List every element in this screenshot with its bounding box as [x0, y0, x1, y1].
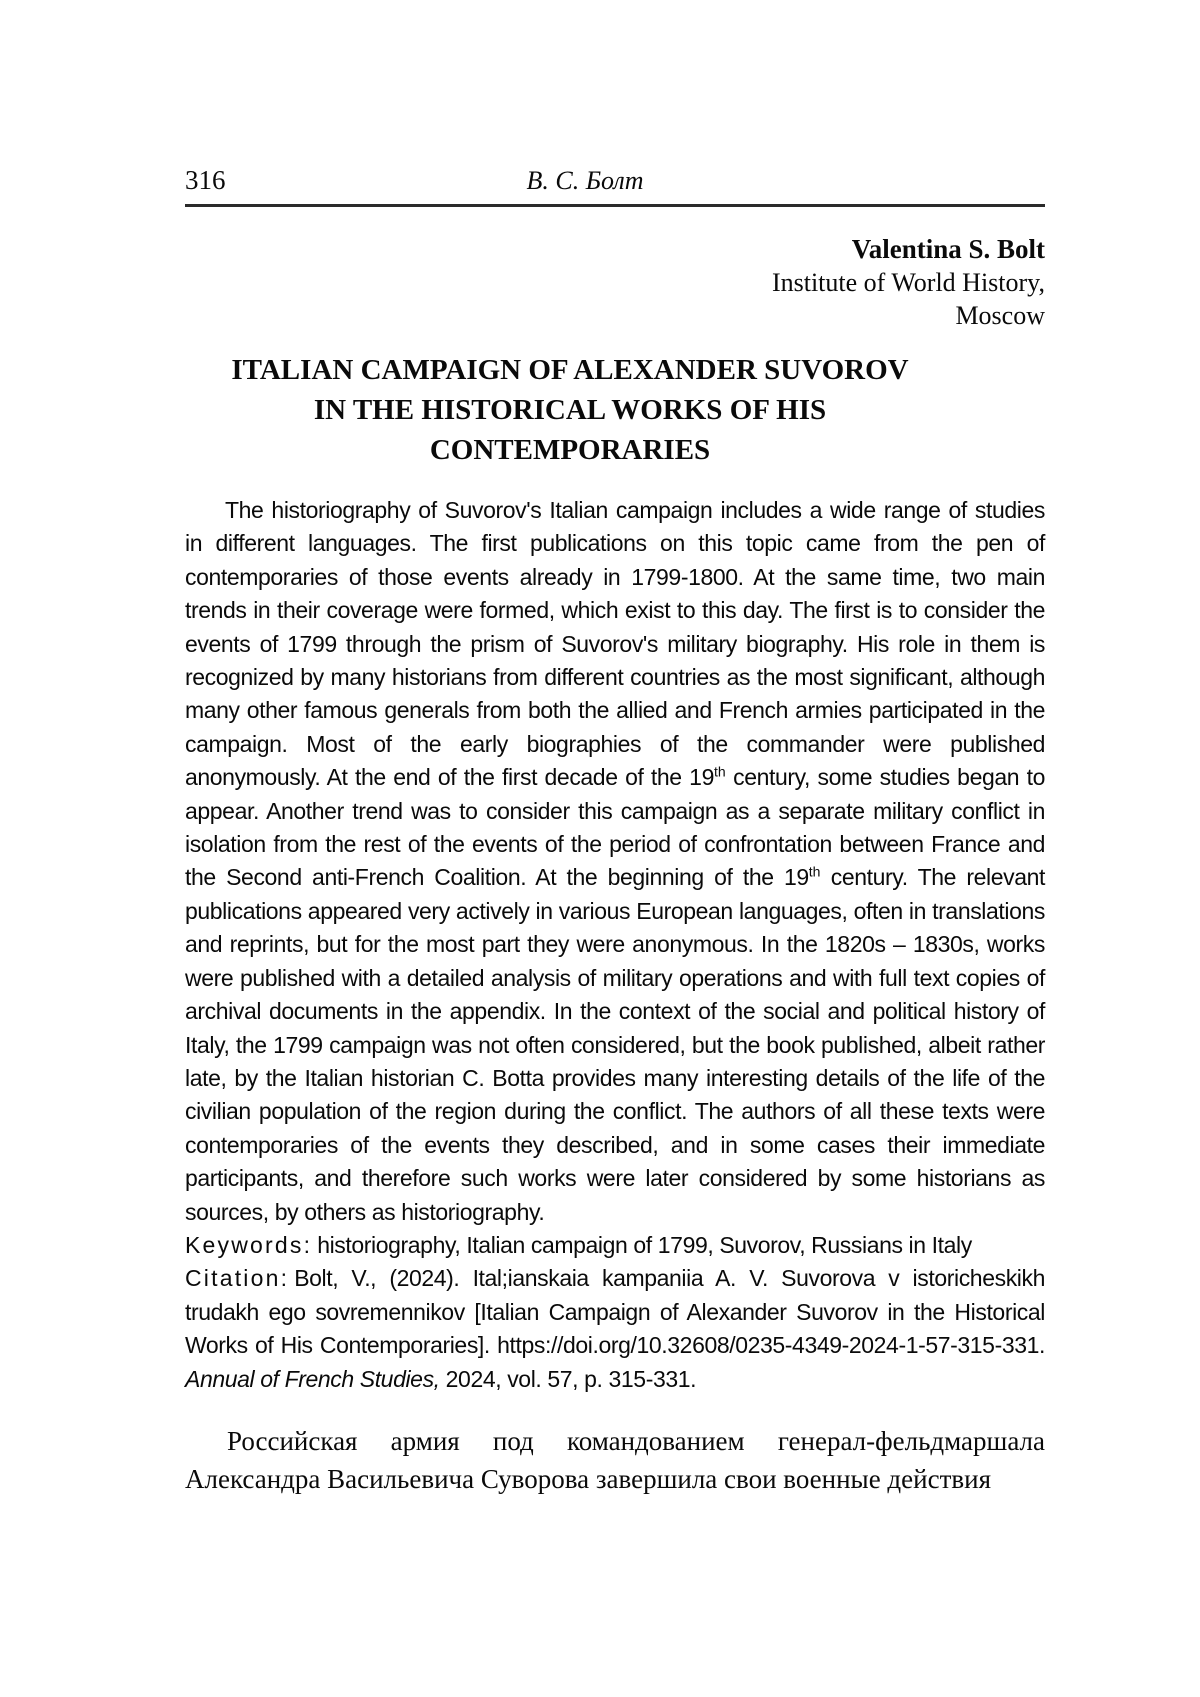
citation-text: Bolt, V., (2024). Ital;ianskaia kampaniia A. V. Suvorova v istoricheskikh trudakh ego sovremennikov [Italian Campaign of Alexander Suvorov in the Historical Works of His Contemporaries]. https://doi.org/10.32608/0235-4349-2024-1-57-315-331. Annual of French Studies, 2024, vol. 57, p. 315-331. [185, 1265, 1045, 1392]
page-number: 316 [185, 165, 226, 195]
header-rule [185, 204, 1045, 207]
russian-paragraph: Российская армия под командованием генерал-фельдмаршала Александра Васильевича Суворова завершила свои военные действия [185, 1425, 1045, 1494]
citation-label: Citation: [185, 1265, 290, 1292]
abstract-paragraph [185, 494, 1045, 1229]
author-affiliation: Institute of World History, [771, 268, 1045, 297]
author-city: Moscow [955, 301, 1045, 330]
citation-paragraph [185, 1262, 1045, 1396]
abstract-text: The historiography of Suvorov's Italian campaign includes a wide range of studies in different languages. The first publications on this topic came from the pen of contemporaries of those events already in 1799-1800. At the same time, two main trends in their coverage were formed, which exist to this day. The first is to consider the events of 1799 through the prism of Suvorov's military biography. His role in them is recognized by many historians from different countries as the most significant, although many other famous generals from both the allied and French armies participated in the campaign. Most of the early biographies of the commander were published anonymously. At the end of the first decade of the 19th century, some studies began to appear. Another trend was to consider this campaign as a separate military conflict in isolation from the rest of the events of the period of confrontation between France and the Second anti-French Coalition. At the beginning of the 19th century. The relevant publications appeared very actively in various European languages, often in translations and reprints, but for the most part they were anonymous. In the 1820s – 1830s, works were published with a detailed analysis of military operations and with full text copies of archival documents in the appendix. In the context of the social and political history of Italy, the 1799 campaign was not often considered, but the book published, albeit rather late, by the Italian historian C. Botta provides many interesting details of the life of the civilian population of the region during the conflict. The authors of all these texts were contemporaries of the events they described, and in some cases their immediate participants, and therefore such works were later considered by some historians as sources, by others as historiography. [185, 497, 1045, 1225]
page-header [185, 165, 1045, 196]
article-title-line1: ITALIAN CAMPAIGN OF ALEXANDER SUVOROV [231, 354, 909, 386]
running-head: В. С. Болт [526, 166, 644, 195]
author-name: Valentina S. Bolt [851, 234, 1045, 264]
keywords-text: historiography, Italian campaign of 1799, Suvorov, Russians in Italy [317, 1231, 972, 1258]
keywords-label: Keywords: [185, 1231, 313, 1258]
keywords-paragraph [185, 1229, 1045, 1262]
journal-page [185, 0, 1045, 1498]
article-title [185, 350, 955, 470]
author-block [185, 233, 1045, 332]
article-title-line2: IN THE HISTORICAL WORKS OF HIS CONTEMPORARIES [313, 394, 827, 466]
